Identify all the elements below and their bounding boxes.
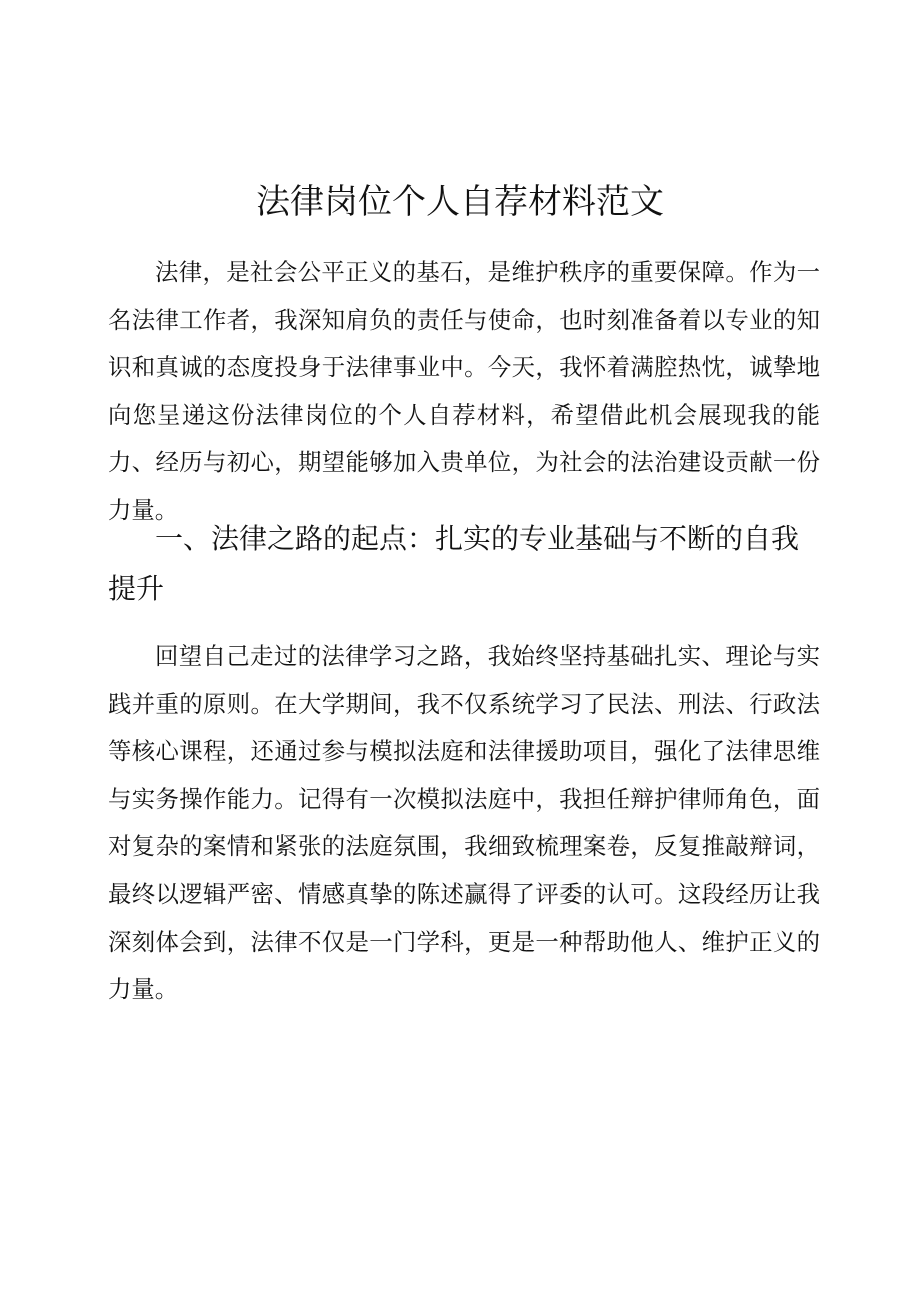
document-title: 法律岗位个人自荐材料范文 — [256, 182, 664, 222]
section-heading-1: 一、法律之路的起点：扎实的专业基础与不断的自我提升 — [108, 522, 800, 605]
section-paragraph-1: 回望自己走过的法律学习之路，我始终坚持基础扎实、理论与实践并重的原则。在大学期间，我不仅系统学习了民法、刑法、行政法等核心课程，还通过参与模拟法庭和法律援助项目，强化了法律思维与实务操作能力。记得有一次模拟法庭中，我担任辩护律师角色，面对复杂的案情和紧张的法庭氛围，我细致梳理案卷，反复推敲辩词，最终以逻辑严密、情感真挚的陈述赢得了评委的认可。这段经历让我深刻体会到，法律不仅是一门学科，更是一种帮助他人、维护正义的力量。 — [108, 642, 820, 1004]
intro-paragraph: 法律，是社会公平正义的基石，是维护秩序的重要保障。作为一名法律工作者，我深知肩负的责任与使命，也时刻准备着以专业的知识和真诚的态度投身于法律事业中。今天，我怀着满腔热忱，诚挚地向您呈递这份法律岗位的个人自荐材料，希望借此机会展现我的能力、经历与初心，期望能够加入贵单位，为社会的法治建设贡献一份力量。 — [108, 258, 820, 524]
